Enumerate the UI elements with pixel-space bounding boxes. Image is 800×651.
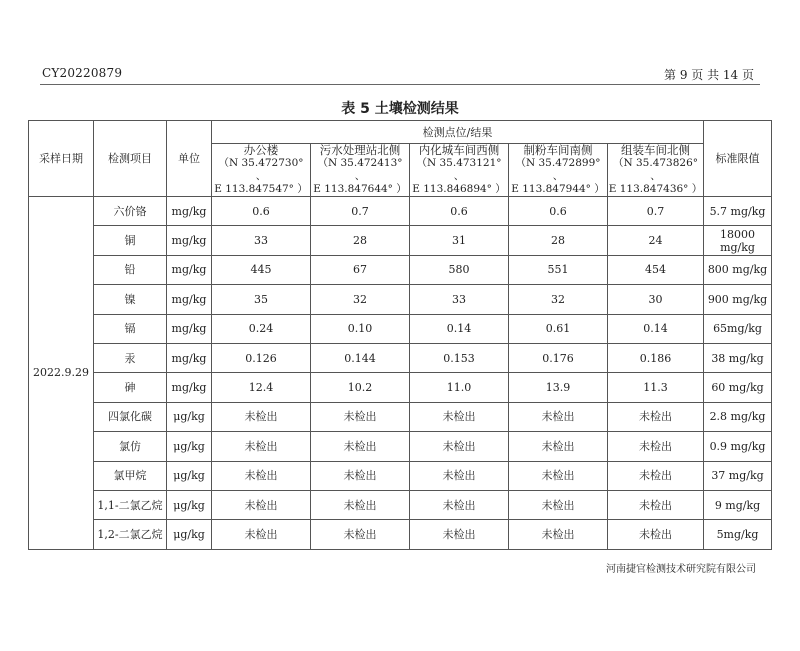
test-item-cell: 砷: [94, 373, 167, 402]
result-value-cell: 0.6: [212, 197, 311, 226]
result-value-cell: 0.126: [212, 343, 311, 372]
result-value-cell: 445: [212, 255, 311, 284]
point-longitude: E 113.847944° ）: [511, 183, 605, 195]
result-value-cell: 未检出: [410, 520, 509, 549]
result-value-cell: 未检出: [608, 432, 704, 461]
table-title: 表 5 土壤检测结果: [341, 101, 459, 117]
unit-cell: mg/kg: [167, 226, 212, 255]
table-row: [29, 314, 772, 343]
point-latitude: （N 35.472730° 、: [218, 157, 304, 182]
standard-limit-cell: 38 mg/kg: [704, 343, 772, 372]
result-value-cell: 未检出: [410, 461, 509, 490]
result-value-cell: 33: [410, 285, 509, 314]
result-value-cell: 33: [212, 226, 311, 255]
table-row: [29, 343, 772, 372]
unit-cell: mg/kg: [167, 373, 212, 402]
result-value-cell: 67: [311, 255, 410, 284]
point-longitude: E 113.846894° ）: [412, 183, 506, 195]
table-row: [29, 226, 772, 255]
standard-limit-cell: 18000 mg/kg: [704, 226, 772, 255]
result-value-cell: 32: [311, 285, 410, 314]
result-value-cell: 未检出: [509, 461, 608, 490]
unit-cell: μg/kg: [167, 432, 212, 461]
header-point: [410, 144, 509, 197]
result-value-cell: 10.2: [311, 373, 410, 402]
test-item-cell: 铅: [94, 255, 167, 284]
table-row: [29, 490, 772, 519]
table-row: [29, 255, 772, 284]
result-value-cell: 未检出: [608, 490, 704, 519]
standard-limit-cell: 0.9 mg/kg: [704, 432, 772, 461]
result-value-cell: 未检出: [311, 432, 410, 461]
result-value-cell: 未检出: [311, 490, 410, 519]
table-row: [29, 402, 772, 431]
result-value-cell: 0.6: [509, 197, 608, 226]
unit-cell: mg/kg: [167, 285, 212, 314]
result-value-cell: 未检出: [212, 432, 311, 461]
sampling-date-cell: 2022.9.29: [29, 197, 94, 550]
table-row: [29, 373, 772, 402]
result-value-cell: 0.153: [410, 343, 509, 372]
soil-results-table: [28, 120, 772, 550]
result-value-cell: 0.7: [311, 197, 410, 226]
result-value-cell: 0.14: [608, 314, 704, 343]
point-longitude: E 113.847436° ）: [608, 183, 703, 195]
test-item-cell: 六价铬: [94, 197, 167, 226]
result-value-cell: 未检出: [311, 520, 410, 549]
header-point: [509, 144, 608, 197]
result-value-cell: 0.10: [311, 314, 410, 343]
result-value-cell: 0.144: [311, 343, 410, 372]
point-name: 制粉车间南侧: [523, 143, 593, 157]
point-latitude: （N 35.473121° 、: [416, 157, 502, 182]
table-row: [29, 285, 772, 314]
unit-cell: μg/kg: [167, 461, 212, 490]
table-row: [29, 432, 772, 461]
test-item-cell: 铜: [94, 226, 167, 255]
standard-limit-cell: 37 mg/kg: [704, 461, 772, 490]
test-item-cell: 1,1-二氯乙烷: [94, 490, 167, 519]
standard-limit-cell: 900 mg/kg: [704, 285, 772, 314]
unit-cell: μg/kg: [167, 402, 212, 431]
test-item-cell: 氯仿: [94, 432, 167, 461]
standard-limit-cell: 9 mg/kg: [704, 490, 772, 519]
test-item-cell: 镍: [94, 285, 167, 314]
result-value-cell: 0.176: [509, 343, 608, 372]
test-item-cell: 1,2-二氯乙烷: [94, 520, 167, 549]
result-value-cell: 0.61: [509, 314, 608, 343]
result-value-cell: 未检出: [509, 520, 608, 549]
test-item-cell: 镉: [94, 314, 167, 343]
unit-cell: mg/kg: [167, 255, 212, 284]
header-unit: 单位: [167, 121, 212, 197]
point-latitude: （N 35.473826° 、: [612, 157, 699, 182]
test-item-cell: 氯甲烷: [94, 461, 167, 490]
result-value-cell: 13.9: [509, 373, 608, 402]
point-name: 组装车间北侧: [621, 143, 690, 157]
result-value-cell: 0.7: [608, 197, 704, 226]
standard-limit-cell: 800 mg/kg: [704, 255, 772, 284]
standard-limit-cell: 60 mg/kg: [704, 373, 772, 402]
header-sampling-date: 采样日期: [29, 121, 94, 197]
result-value-cell: 未检出: [608, 520, 704, 549]
result-value-cell: 未检出: [311, 461, 410, 490]
standard-limit-cell: 65mg/kg: [704, 314, 772, 343]
point-latitude: （N 35.472899° 、: [515, 157, 601, 182]
result-value-cell: 11.0: [410, 373, 509, 402]
result-value-cell: 0.6: [410, 197, 509, 226]
result-value-cell: 28: [509, 226, 608, 255]
result-value-cell: 未检出: [608, 461, 704, 490]
standard-limit-cell: 5.7 mg/kg: [704, 197, 772, 226]
point-longitude: E 113.847644° ）: [313, 183, 407, 195]
footer-organization: 河南捷官检测技术研究院有限公司: [606, 564, 756, 575]
result-value-cell: 未检出: [212, 490, 311, 519]
table-row: [29, 461, 772, 490]
result-value-cell: 0.186: [608, 343, 704, 372]
table-row: [29, 197, 772, 226]
header-point: [212, 144, 311, 197]
result-value-cell: 454: [608, 255, 704, 284]
header-point: [311, 144, 410, 197]
result-value-cell: 未检出: [212, 402, 311, 431]
page-info: 第 9 页 共 14 页: [664, 68, 754, 82]
result-value-cell: 0.24: [212, 314, 311, 343]
result-value-cell: 0.14: [410, 314, 509, 343]
unit-cell: mg/kg: [167, 314, 212, 343]
result-value-cell: 580: [410, 255, 509, 284]
point-latitude: （N 35.472413° 、: [317, 157, 403, 182]
unit-cell: μg/kg: [167, 520, 212, 549]
unit-cell: μg/kg: [167, 490, 212, 519]
result-value-cell: 未检出: [311, 402, 410, 431]
result-value-cell: 28: [311, 226, 410, 255]
result-value-cell: 12.4: [212, 373, 311, 402]
result-value-cell: 11.3: [608, 373, 704, 402]
report-code: CY20220879: [42, 66, 123, 80]
result-value-cell: 32: [509, 285, 608, 314]
unit-cell: mg/kg: [167, 197, 212, 226]
result-value-cell: 未检出: [212, 461, 311, 490]
result-value-cell: 未检出: [509, 432, 608, 461]
unit-cell: mg/kg: [167, 343, 212, 372]
standard-limit-cell: 2.8 mg/kg: [704, 402, 772, 431]
result-value-cell: 未检出: [410, 432, 509, 461]
standard-limit-cell: 5mg/kg: [704, 520, 772, 549]
test-item-cell: 汞: [94, 343, 167, 372]
table-row: [29, 520, 772, 549]
result-value-cell: 未检出: [608, 402, 704, 431]
result-value-cell: 未检出: [212, 520, 311, 549]
point-name: 内化城车间西侧: [418, 143, 500, 157]
result-value-cell: 未检出: [410, 402, 509, 431]
point-name: 污水处理站北侧: [319, 143, 401, 157]
test-item-cell: 四氯化碳: [94, 402, 167, 431]
result-value-cell: 551: [509, 255, 608, 284]
header-divider: [40, 84, 760, 85]
result-value-cell: 未检出: [509, 402, 608, 431]
header-point: [608, 144, 704, 197]
result-value-cell: 31: [410, 226, 509, 255]
result-value-cell: 未检出: [509, 490, 608, 519]
point-name: 办公楼: [243, 143, 279, 157]
header-points-group: 检测点位/结果: [212, 121, 704, 144]
result-value-cell: 未检出: [410, 490, 509, 519]
header-standard-limit: 标准限值: [704, 121, 772, 197]
header-test-item: 检测项目: [94, 121, 167, 197]
result-value-cell: 35: [212, 285, 311, 314]
result-value-cell: 30: [608, 285, 704, 314]
point-longitude: E 113.847547° ）: [214, 183, 308, 195]
result-value-cell: 24: [608, 226, 704, 255]
